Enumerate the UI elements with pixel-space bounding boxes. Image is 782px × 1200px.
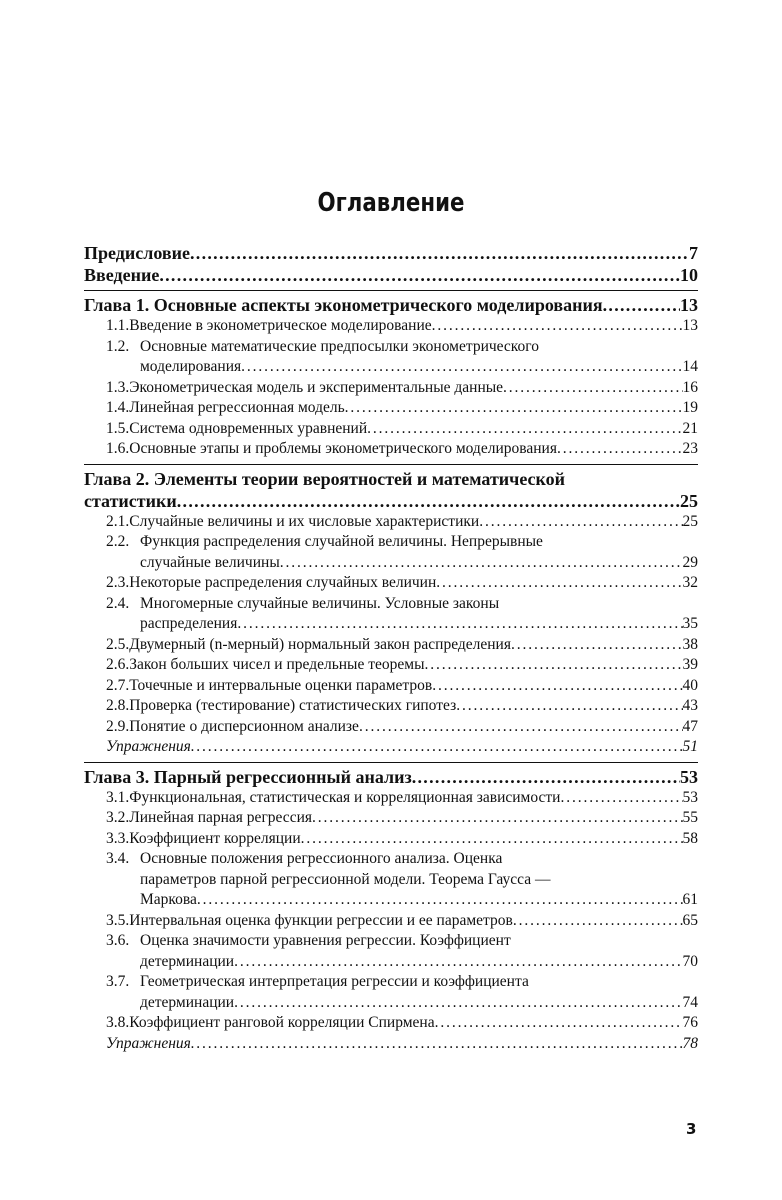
toc-entry-page: 51 [682, 738, 698, 755]
toc-entry-page: 19 [682, 399, 698, 416]
toc-entry-section[interactable] [84, 532, 698, 573]
toc-entry-section[interactable] [84, 512, 698, 533]
section-title-row [106, 911, 698, 932]
dot-leader [424, 655, 682, 676]
toc-entry-page: 78 [682, 1034, 698, 1052]
section-title-line: Маркова [140, 891, 197, 908]
section-title-row [106, 1013, 698, 1034]
section-title-line: Линейная регрессионная модель [129, 399, 345, 416]
exercises-label: Упражнения [106, 738, 191, 755]
section-title-line: случайные величины [140, 553, 280, 571]
toc-entry-exercises[interactable] [84, 1034, 698, 1055]
chapter-divider [84, 464, 698, 465]
section-number: 2.8. [106, 697, 130, 714]
section-title-row [106, 439, 698, 460]
toc-entry-page: 65 [682, 911, 698, 929]
toc-entry-section[interactable] [84, 911, 698, 932]
section-title-line: детерминации [140, 952, 235, 970]
section-number: 3.4. [106, 850, 130, 867]
toc-entry-section[interactable] [84, 635, 698, 656]
section-title-row [106, 398, 698, 419]
dot-leader [435, 1013, 683, 1034]
section-number: 2.1. [106, 512, 130, 530]
toc-entry-section[interactable] [84, 696, 698, 717]
section-title-row [106, 316, 698, 337]
toc-entry-exercises[interactable] [84, 737, 698, 758]
section-title-row [106, 972, 698, 993]
section-number: 2.7. [106, 676, 130, 694]
dot-leader [412, 766, 680, 788]
section-title-row [106, 931, 698, 952]
section-title-line: Коэффициент корреляции [129, 829, 301, 847]
toc-entry-page: 13 [682, 317, 698, 334]
dot-leader [359, 717, 683, 738]
section-title-line: распределения [140, 615, 238, 632]
section-number: 1.4. [106, 399, 130, 416]
section-number: 2.9. [106, 717, 130, 735]
section-title-line: Точечные и интервальные оценки параметров [129, 676, 433, 694]
toc-entry-section[interactable] [84, 1013, 698, 1034]
toc-entry-page: 61 [682, 891, 698, 908]
section-number: 1.2. [106, 337, 130, 355]
chapter-title-line: Глава 3. Парный регрессионный анализ [84, 766, 412, 787]
toc-entry-page: 35 [682, 615, 698, 632]
toc-entry-page: 76 [682, 1014, 698, 1031]
section-title-line: Интервальная оценка функции регрессии и ее параметров [129, 911, 513, 929]
toc-entry-page: 16 [682, 378, 698, 396]
exercises-label: Упражнения [106, 1034, 191, 1052]
section-title-row [106, 696, 698, 717]
toc-entry-chapter-1[interactable] [84, 294, 698, 316]
toc-entry-page: 55 [682, 809, 698, 826]
toc-entry-section[interactable] [84, 573, 698, 594]
section-title-line: Функциональная, статистическая и корреляционная зависимости [129, 788, 561, 806]
section-number: 3.3. [106, 829, 130, 847]
section-title-row [106, 808, 698, 829]
toc-entry-page: 40 [682, 676, 698, 694]
section-title-line: Геометрическая интерпретация регрессии и коэффициента [140, 973, 529, 990]
section-title-line: Эконометрическая модель и экспериментальные данные [129, 378, 504, 396]
section-title-row [106, 717, 698, 738]
dot-leader [280, 553, 683, 574]
page-title: Оглавление [317, 188, 465, 218]
chapter-divider [84, 762, 698, 763]
section-number: 2.6. [106, 656, 130, 673]
section-number: 1.3. [106, 378, 130, 396]
toc-entry-label: Введение [84, 265, 160, 285]
toc-entry-page: 29 [682, 553, 698, 571]
toc-entry-section[interactable] [84, 676, 698, 697]
section-title-row [106, 573, 698, 594]
toc-entry-section[interactable] [84, 594, 698, 635]
chapters-list [84, 290, 698, 1054]
dot-leader [436, 573, 682, 594]
dot-leader [432, 316, 683, 337]
section-title-row [106, 357, 698, 378]
section-title-row [106, 512, 698, 533]
section-number: 3.2. [106, 809, 130, 826]
section-title-row [106, 890, 698, 911]
section-title-line: моделирования [140, 358, 242, 375]
section-title-row [106, 849, 698, 870]
toc-entry-section[interactable] [84, 419, 698, 440]
section-title-line: Оценка значимости уравнения регрессии. Коэффициент [140, 932, 511, 949]
section-title-row [106, 337, 698, 358]
dot-leader [312, 808, 683, 829]
toc-entry-page: 47 [682, 717, 698, 735]
section-title-line: Проверка (тестирование) статистических гипотез [129, 697, 457, 714]
toc-entry-page: 10 [680, 265, 698, 285]
section-title-line: Функция распределения случайной величины. Непрерывные [140, 533, 543, 550]
section-title-row [106, 419, 698, 440]
section-title-row [106, 594, 698, 615]
section-number: 3.5. [106, 911, 130, 929]
section-title-row [106, 993, 698, 1014]
section-number: 2.2. [106, 533, 130, 550]
exercises-row [106, 737, 698, 758]
dot-leader [511, 635, 683, 656]
toc-entry-section[interactable] [84, 717, 698, 738]
dot-leader [557, 439, 683, 460]
table-of-contents [84, 242, 698, 1054]
section-number: 3.1. [106, 788, 130, 806]
dot-leader [456, 696, 682, 717]
toc-entry-introduction[interactable] [84, 264, 698, 286]
dot-leader [190, 242, 689, 264]
section-title-line: Закон больших чисел и предельные теоремы [129, 656, 425, 673]
dot-leader [234, 952, 682, 973]
toc-entry-label: Предисловие [84, 243, 190, 263]
section-title-line: Основные положения регрессионного анализа. Оценка [140, 850, 503, 867]
toc-entry-page: 53 [680, 766, 698, 787]
section-title-line: Двумерный (n-мерный) нормальный закон распределения [129, 635, 511, 653]
toc-entry-page: 14 [682, 358, 698, 375]
dot-leader [513, 911, 683, 932]
section-title-line: Коэффициент ранговой корреляции Спирмена [129, 1014, 435, 1031]
chapter-title-row [84, 766, 698, 788]
dot-leader [345, 398, 683, 419]
section-title-line: Основные этапы и проблемы эконометрического моделирования [129, 440, 557, 457]
toc-entry-page: 70 [682, 952, 698, 970]
chapter-title-row [84, 294, 698, 316]
toc-entry-page: 25 [682, 512, 698, 530]
section-number: 1.1. [106, 317, 130, 334]
toc-entry-section[interactable] [84, 808, 698, 829]
toc-entry-preface[interactable] [84, 242, 698, 264]
section-title-line: Введение в эконометрическое моделирование [129, 317, 432, 334]
chapter-divider [84, 290, 698, 291]
dot-leader [177, 490, 680, 512]
toc-entry-page: 32 [682, 574, 698, 591]
toc-entry-section[interactable] [84, 439, 698, 460]
dot-leader [234, 993, 682, 1014]
toc-entry-section[interactable] [84, 337, 698, 378]
dot-leader [503, 378, 682, 399]
section-title-row [106, 952, 698, 973]
section-title-row [106, 870, 698, 891]
toc-entry-page: 23 [682, 440, 698, 457]
section-title-row [106, 676, 698, 697]
section-number: 2.4. [106, 594, 130, 612]
dot-leader [560, 788, 682, 809]
dot-leader [237, 614, 682, 635]
section-title-line: Понятие о дисперсионном анализе [129, 717, 359, 735]
dot-leader [241, 357, 682, 378]
section-title-row [106, 788, 698, 809]
dot-leader [159, 264, 680, 286]
section-number: 1.6. [106, 440, 130, 457]
toc-entry-page: 7 [689, 243, 698, 263]
toc-entry-section[interactable] [84, 398, 698, 419]
toc-entry-section[interactable] [84, 655, 698, 676]
section-title-line: Многомерные случайные величины. Условные законы [140, 594, 500, 612]
toc-entry-section[interactable] [84, 972, 698, 1013]
toc-entry-page: 21 [682, 419, 698, 437]
chapter-title-row [84, 490, 698, 512]
section-title-row [106, 635, 698, 656]
toc-entry-page: 74 [682, 993, 698, 1011]
toc-entry-page: 13 [680, 295, 698, 315]
page-number: 3 [686, 1120, 697, 1138]
section-number: 2.3. [106, 574, 130, 591]
section-title-row [106, 655, 698, 676]
dot-leader [191, 737, 683, 758]
section-title-row [106, 553, 698, 574]
section-title-line: Некоторые распределения случайных величин [129, 574, 437, 591]
toc-entry-page: 39 [682, 656, 698, 673]
section-title-row [106, 829, 698, 850]
section-title-line: Основные математические предпосылки эконометрического [140, 337, 540, 355]
dot-leader [301, 829, 683, 850]
chapter-title-line: статистики [84, 490, 177, 511]
toc-entry-page: 43 [682, 697, 698, 714]
dot-leader [479, 512, 682, 533]
section-number: 3.8. [106, 1014, 130, 1031]
toc-entry-section[interactable] [84, 829, 698, 850]
chapter-title-line: Глава 1. Основные аспекты эконометрического моделирования [84, 295, 603, 315]
toc-entry-chapter-2[interactable] [84, 468, 698, 512]
section-number: 2.5. [106, 635, 130, 653]
toc-entry-section[interactable] [84, 931, 698, 972]
toc-entry-page: 53 [682, 788, 698, 806]
section-title-line: Система одновременных уравнений [129, 419, 368, 437]
exercises-row [106, 1034, 698, 1055]
toc-entry-section[interactable] [84, 849, 698, 911]
dot-leader [367, 419, 682, 440]
toc-entry-section[interactable] [84, 378, 698, 399]
toc-entry-chapter-3[interactable] [84, 766, 698, 788]
toc-entry-page: 58 [682, 829, 698, 847]
dot-leader [603, 294, 680, 316]
toc-entry-section[interactable] [84, 316, 698, 337]
section-number: 3.6. [106, 932, 130, 949]
toc-entry-section[interactable] [84, 788, 698, 809]
chapter-title-line: Глава 2. Элементы теории вероятностей и математической [84, 468, 566, 489]
section-title-row [106, 532, 698, 553]
section-number: 1.5. [106, 419, 130, 437]
section-title-line: параметров парной регрессионной модели. Теорема Гаусса — [140, 870, 551, 888]
section-title-line: Линейная парная регрессия [129, 809, 312, 826]
dot-leader [197, 890, 683, 911]
dot-leader [191, 1034, 683, 1055]
section-title-row [106, 614, 698, 635]
section-title-row [106, 378, 698, 399]
section-title-line: Случайные величины и их числовые характеристики [129, 512, 480, 530]
dot-leader [432, 676, 682, 697]
section-title-line: детерминации [140, 993, 235, 1011]
section-number: 3.7. [106, 973, 130, 990]
toc-entry-page: 38 [682, 635, 698, 653]
toc-entry-page: 25 [680, 490, 698, 511]
